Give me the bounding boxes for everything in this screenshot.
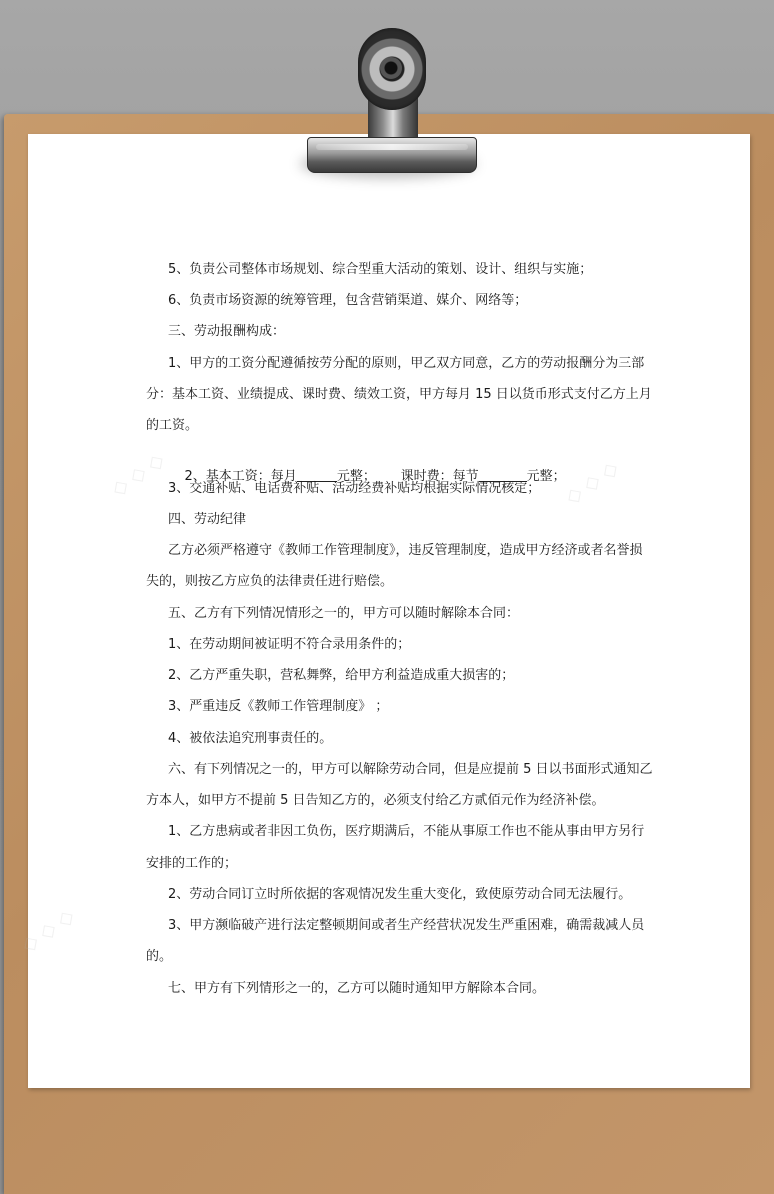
watermark-left: ◇ ◇ ◇ (106, 447, 169, 501)
text-line: 3、严重违反《教师工作管理制度》 ； (168, 699, 389, 714)
section-heading: 六、有下列情况之一的，甲方可以解除劳动合同，但是应提前 5 日以书面形式通知乙 (168, 762, 653, 777)
section-heading: 五、乙方有下列情况情形之一的，甲方可以随时解除本合同： (168, 606, 520, 621)
binder-clip-base (307, 137, 477, 173)
binder-clip-hole (380, 57, 402, 79)
text-line: 1、乙方患病或者非因工负伤，医疗期满后，不能从事原工作也不能从事由甲方另行 (168, 824, 645, 839)
text-line: 失的，则按乙方应负的法律责任进行赔偿。 (146, 574, 394, 589)
text-line: 2、劳动合同订立时所依据的客观情况发生重大变化，致使原劳动合同无法履行。 (168, 887, 632, 902)
lesson-fee-label: 课时费：每节 (400, 469, 479, 484)
salary-label: 2、基本工资：每月 (184, 469, 297, 484)
section-heading: 三、劳动报酬构成： (168, 324, 286, 339)
text-line: 5、负责公司整体市场规划、综合型重大活动的策划、设计、组织与实施； (168, 262, 593, 277)
text-line: 3、甲方濒临破产进行法定整顿期间或者生产经营状况发生严重困难，确需裁减人员 (168, 918, 645, 933)
text-line: 乙方必须严格遵守《教师工作管理制度》，违反管理制度，造成甲方经济或者名誉损 (168, 543, 643, 558)
text-line: 4、被依法追究刑事责任的。 (168, 731, 333, 746)
section-heading: 七、甲方有下列情形之一的，乙方可以随时通知甲方解除本合同。 (168, 981, 546, 996)
text-line: 的工资。 (146, 418, 199, 433)
text-line: 1、在劳动期间被证明不符合录用条件的； (168, 637, 411, 652)
text-line: 方本人，如甲方不提前 5 日告知乙方的，必须支付给乙方贰佰元作为经济补偿。 (146, 793, 605, 808)
text-line: 1、甲方的工资分配遵循按劳分配的原则，甲乙双方同意，乙方的劳动报酬分为三部 (168, 356, 645, 371)
text-line: 分：基本工资、业绩提成、课时费、绩效工资，甲方每月 15 日以货币形式支付乙方上月 (146, 387, 652, 402)
text-line: 6、负责市场资源的统筹管理，包含营销渠道、媒介、网络等； (168, 293, 528, 308)
section-heading: 四、劳动纪律 (168, 512, 247, 527)
lesson-fee-unit: 元整； (526, 469, 566, 484)
text-line: 2、乙方严重失职，营私舞弊，给甲方利益造成重大损害的； (168, 668, 515, 683)
salary-unit: 元整； (336, 469, 376, 484)
watermark-right: ◇ ◇ ◇ (560, 455, 623, 509)
text-line: 的。 (146, 949, 173, 964)
text-line: 安排的工作的； (146, 856, 238, 871)
watermark-bottom-left: ◇ ◇ ◇ (16, 903, 79, 957)
text-line: 3、交通补贴、电话费补贴、活动经费补贴均根据实际情况核定； (168, 481, 541, 496)
